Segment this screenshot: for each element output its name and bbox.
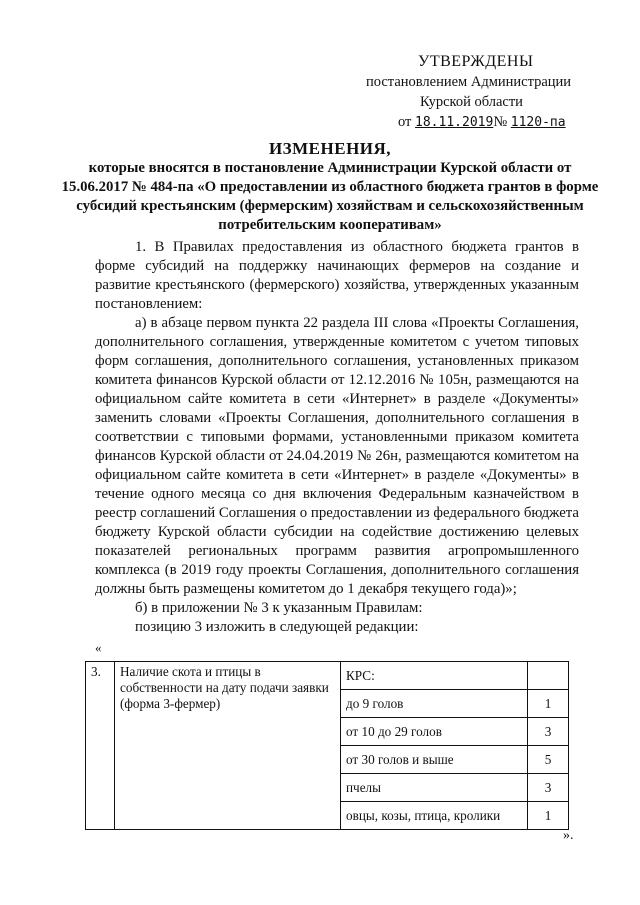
approval-number-sign: № [493,114,511,130]
quote-open: « [95,640,102,655]
approval-date-prefix: от [398,114,416,130]
criterion-label: до 9 голов [341,690,528,718]
document-body [95,238,579,637]
heading-subtitle: которые вносятся в постановление Администрации Курской области от 15.06.2017 № 484-па «О предоставлении из областного бюджета грантов в форме субсидий крестьянским (фермерским) хозяйствам и сельскохозяйственным потребительским кооперативам» [61,160,599,233]
criterion-label: от 10 до 29 голов [341,718,528,746]
approval-title: УТВЕРЖДЕНЫ [418,53,534,70]
quote-close: ». [563,828,574,843]
paragraph-1: 1. В Правилах предоставления из областного бюджета грантов в форме субсидий на поддержку начинающих фермеров на создание и развитие крестьянского (фермерского) хозяйства, утвержденных указанным постановлением: [95,239,579,312]
paragraph-3: б) в приложении № 3 к указанным Правилам: [135,600,423,616]
criterion-score: 3 [528,774,569,802]
approval-line-2: Курской области [420,94,523,110]
criterion-score: 1 [528,802,569,830]
position-number: 3. [86,662,115,830]
approval-number: 1120-па [510,115,566,130]
criterion-score [528,662,569,690]
position-description: Наличие скота и птицы в собственности на дату подачи заявки (форма 3-фермер) [115,662,341,830]
paragraph-4: позицию 3 изложить в следующей редакции: [135,619,419,635]
heading-title: ИЗМЕНЕНИЯ, [268,139,392,158]
table-row [86,662,569,690]
document-heading [60,139,600,235]
criterion-label: овцы, козы, птица, кролики [341,802,528,830]
criterion-label: пчелы [341,774,528,802]
approval-line-1: постановлением Администрации [366,74,572,90]
criterion-label: от 30 голов и выше [341,746,528,774]
approval-date: 18.11.2019 [415,115,494,130]
criterion-score: 3 [528,718,569,746]
approval-line-3 [360,112,590,133]
approval-stamp [360,52,590,133]
paragraph-2: а) в абзаце первом пункта 22 раздела III слова «Проекты Соглашения, дополнительного соглашения, утвержденные комитетом с учетом типовых форм соглашения, дополнительного соглашения, установленных приказом комитета финансов Курской области от 12.12.2016 № 105н, размещаются на официальном сайте комитета в сети «Интернет» в разделе «Документы» заменить словами «Проекты Соглашения, дополнительного соглашения в соответствии с типовыми формами, установленными приказом комитета финансов Курской области от 24.04.2019 № 26н, размещаются комитетом на официальном сайте комитета в сети «Интернет» в разделе «Документы» в течение одного месяца со дня включения Федеральным казначейством в реестр соглашений Соглашения о предоставлении из федерального бюджета бюджету Курской области субсидии на содействие достижению целевых показателей региональных программ развития агропромышленного комплекса (в 2019 году проекты Соглашения, дополнительного соглашения должны быть размещены комитетом до 1 декабря текущего года)»; [95,315,579,597]
criterion-score: 1 [528,690,569,718]
position-table [85,661,569,830]
criterion-score: 5 [528,746,569,774]
criterion-label: КРС: [341,662,528,690]
